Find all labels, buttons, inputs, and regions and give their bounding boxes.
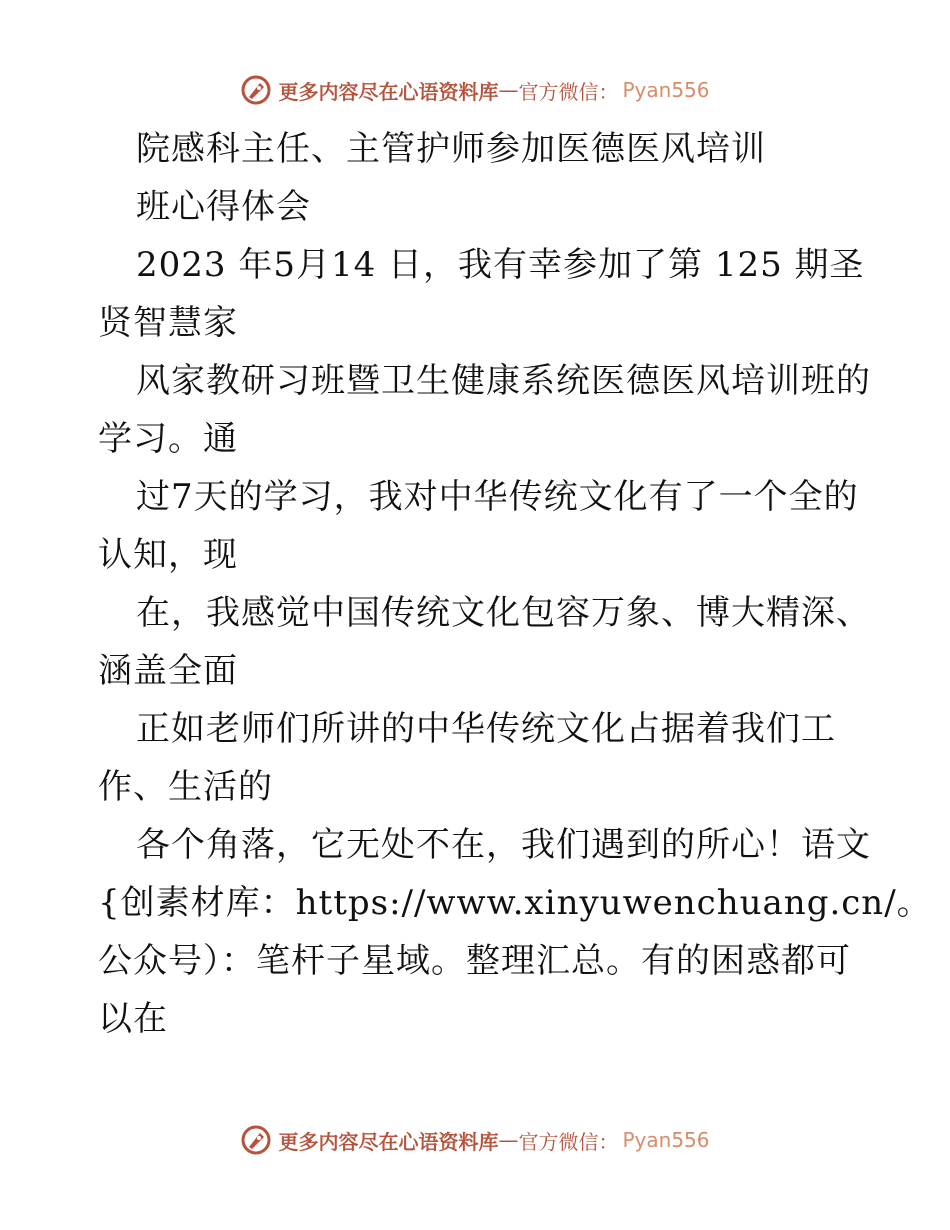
paragraph-line: 在，我感觉中国传统文化包容万象、博大精深、 [136,593,871,633]
document-title-line-1: 院感科主任、主管护师参加医德医风培训 [136,129,766,169]
paragraph-line: 风家教研习班暨卫生健康系统医德医风培训班的 [136,361,871,401]
paragraph-line: 作、生活的 [98,767,273,807]
pen-nib-circle-icon [240,74,272,106]
watermark-footer [0,1120,950,1160]
paragraph-line: 公众号）：笔杆子星域。整理汇总。有的困惑都可 [98,941,851,981]
paragraph-line: 涵盖全面 [98,651,238,691]
watermark-text: 更多内容尽在心语资料库 [278,1129,499,1154]
watermark-header [0,70,950,110]
paragraph-line: 学习。通 [98,419,238,459]
watermark-dash: — [498,78,519,102]
paragraph-line: 正如老师们所讲的中华传统文化占据着我们工 [136,709,836,749]
paragraph-line: 贤智慧家 [98,303,238,343]
document-body [98,120,932,1048]
paragraph-line: 以在 [98,999,168,1039]
pen-nib-circle-icon [240,1124,272,1156]
watermark-label: 官方微信： [518,1129,619,1154]
watermark-dash: — [498,1128,519,1152]
watermark-label: 官方微信： [518,79,619,104]
watermark-text: 更多内容尽在心语资料库 [278,79,499,104]
watermark-id: Pyan556 [622,1128,710,1152]
paragraph-line: {创素材库：https://www.xinyuwenchuang.cn/。 [98,883,932,923]
watermark-id: Pyan556 [622,78,710,102]
document-title-line-2: 班心得体会 [136,187,311,227]
paragraph-line: 过7天的学习，我对中华传统文化有了一个全的 [136,477,859,517]
paragraph-line: 2023 年5月14 日，我有幸参加了第 125 期圣 [136,245,865,285]
paragraph-line: 各个角落，它无处不在，我们遇到的所心！语文 [136,825,871,865]
paragraph-line: 认知，现 [98,535,238,575]
